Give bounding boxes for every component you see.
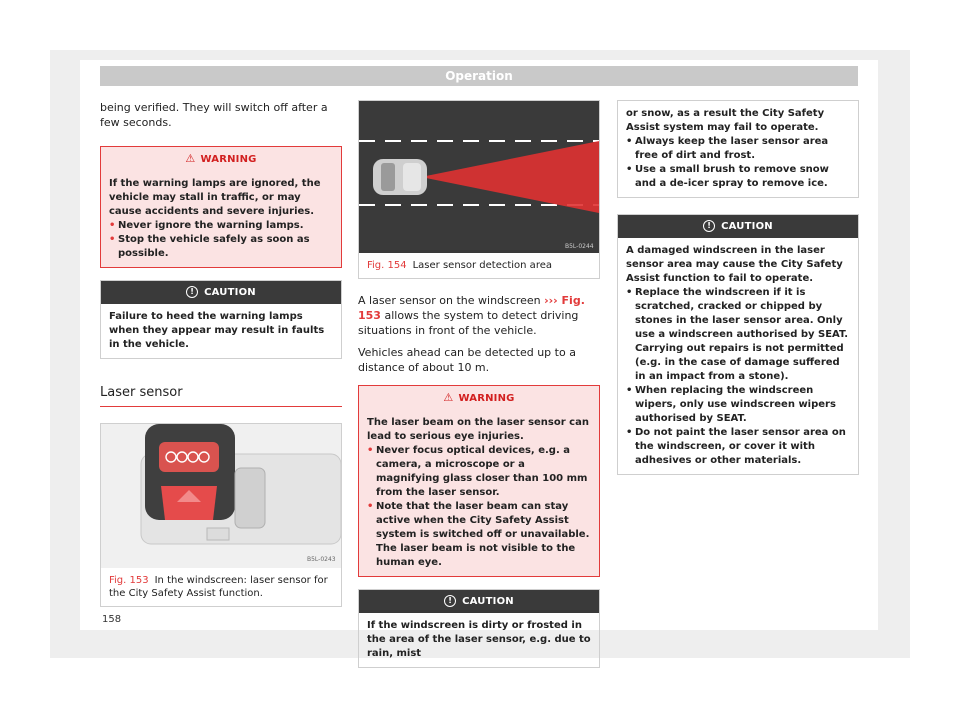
column-1 — [100, 100, 342, 617]
warning-header — [101, 147, 341, 171]
figure-code: B5L-0243 — [307, 556, 336, 563]
caution-body — [618, 238, 858, 474]
laser-sensor-illustration — [101, 424, 341, 568]
figure-label: Fig. 153 — [109, 575, 149, 586]
warning-title: WARNING — [458, 393, 515, 404]
column-2 — [358, 100, 600, 680]
caution-title: CAUTION — [204, 287, 256, 298]
caution-title: CAUTION — [462, 596, 514, 607]
warning-title: WARNING — [200, 154, 257, 165]
caution-icon: ! — [186, 286, 198, 298]
list-item: • Note that the laser beam can stay active when the City Safety Assist system is switched off or unavailable. The laser beam is not visible to the human eye. — [367, 501, 590, 568]
warning-body — [359, 410, 599, 576]
warning-triangle-icon: ⚠ — [185, 152, 196, 165]
figure-reference-link[interactable]: ››› Fig. 153 — [358, 294, 585, 322]
warning-header — [359, 386, 599, 410]
section-title: Laser sensor — [100, 375, 342, 407]
page-header: Operation — [100, 66, 858, 86]
caution-icon: ! — [703, 220, 715, 232]
caution-text: If the windscreen is dirty or frosted in the area of the laser sensor, e.g. due to rain, mist — [367, 620, 591, 659]
figure-label: Fig. 154 — [367, 260, 407, 271]
figure-caption-text: Laser sensor detection area — [412, 260, 552, 271]
column-3 — [617, 100, 859, 487]
list-item: • Do not paint the laser sensor area on the windscreen, or cover it with adhesives or other materials. — [626, 427, 846, 466]
caution-text: A damaged windscreen in the laser sensor area may cause the City Safety Assist function to fail to operate. — [626, 245, 843, 284]
list-item: • Always keep the laser sensor area free of dirt and frost. — [626, 136, 829, 161]
caution-header — [618, 215, 858, 238]
caution-box-2 — [358, 589, 600, 668]
caution-body — [618, 101, 858, 197]
warning-box-2 — [358, 385, 600, 577]
caution-box-1 — [100, 280, 342, 359]
warning-box-1 — [100, 146, 342, 268]
paragraph-1: A laser sensor on the windscreen ››› Fig. 153 allows the system to detect driving situations in front of the vehicle. — [358, 294, 585, 337]
detection-area-illustration — [359, 101, 599, 253]
list-item: • Use a small brush to remove snow and a de-icer spray to remove ice. — [626, 164, 829, 189]
list-item: • Stop the vehicle safely as soon as possible. — [109, 234, 310, 259]
figure-caption — [101, 568, 341, 606]
list-item: • Replace the windscreen if it is scratched, cracked or chipped by stones in the laser sensor area. Only use a windscreen authorised by SEAT. Carrying out repairs is not permitted (e.g. in the case of damage suffered in an impact from a stone). — [626, 287, 849, 382]
caution-header — [101, 281, 341, 304]
caution-title: CAUTION — [721, 221, 773, 232]
caution-icon: ! — [444, 595, 456, 607]
list-item: • Never focus optical devices, e.g. a camera, a microscope or a magnifying glass closer than 100 mm from the laser sensor. — [367, 445, 588, 498]
caution-box-continued — [617, 100, 859, 198]
caution-header — [359, 590, 599, 613]
figure-154 — [358, 100, 600, 279]
list-item: • When replacing the windscreen wipers, only use windscreen wipers authorised by SEAT. — [626, 385, 836, 424]
caution-text: Failure to heed the warning lamps when they appear may result in faults in the vehicle. — [109, 311, 325, 350]
caution-box-3 — [617, 214, 859, 475]
warning-triangle-icon: ⚠ — [443, 391, 454, 404]
figure-153 — [100, 423, 342, 607]
caution-text: or snow, as a result the City Safety Assist system may fail to operate. — [626, 108, 825, 133]
figure-caption-text: In the windscreen: laser sensor for the City Safety Assist function. — [109, 575, 328, 599]
intro-text: being verified. They will switch off after a few seconds. — [100, 101, 328, 129]
warning-body — [101, 171, 341, 267]
figure-caption — [359, 253, 599, 278]
warning-text: The laser beam on the laser sensor can lead to serious eye injuries. — [367, 417, 589, 442]
list-item: • Never ignore the warning lamps. — [109, 220, 304, 231]
warning-text: If the warning lamps are ignored, the vehicle may stall in traffic, or may cause accidents and severe injuries. — [109, 178, 321, 217]
page-number: 158 — [102, 614, 122, 625]
figure-code: B5L-0244 — [565, 243, 594, 250]
paragraph-2: Vehicles ahead can be detected up to a distance of about 10 m. — [358, 346, 576, 374]
